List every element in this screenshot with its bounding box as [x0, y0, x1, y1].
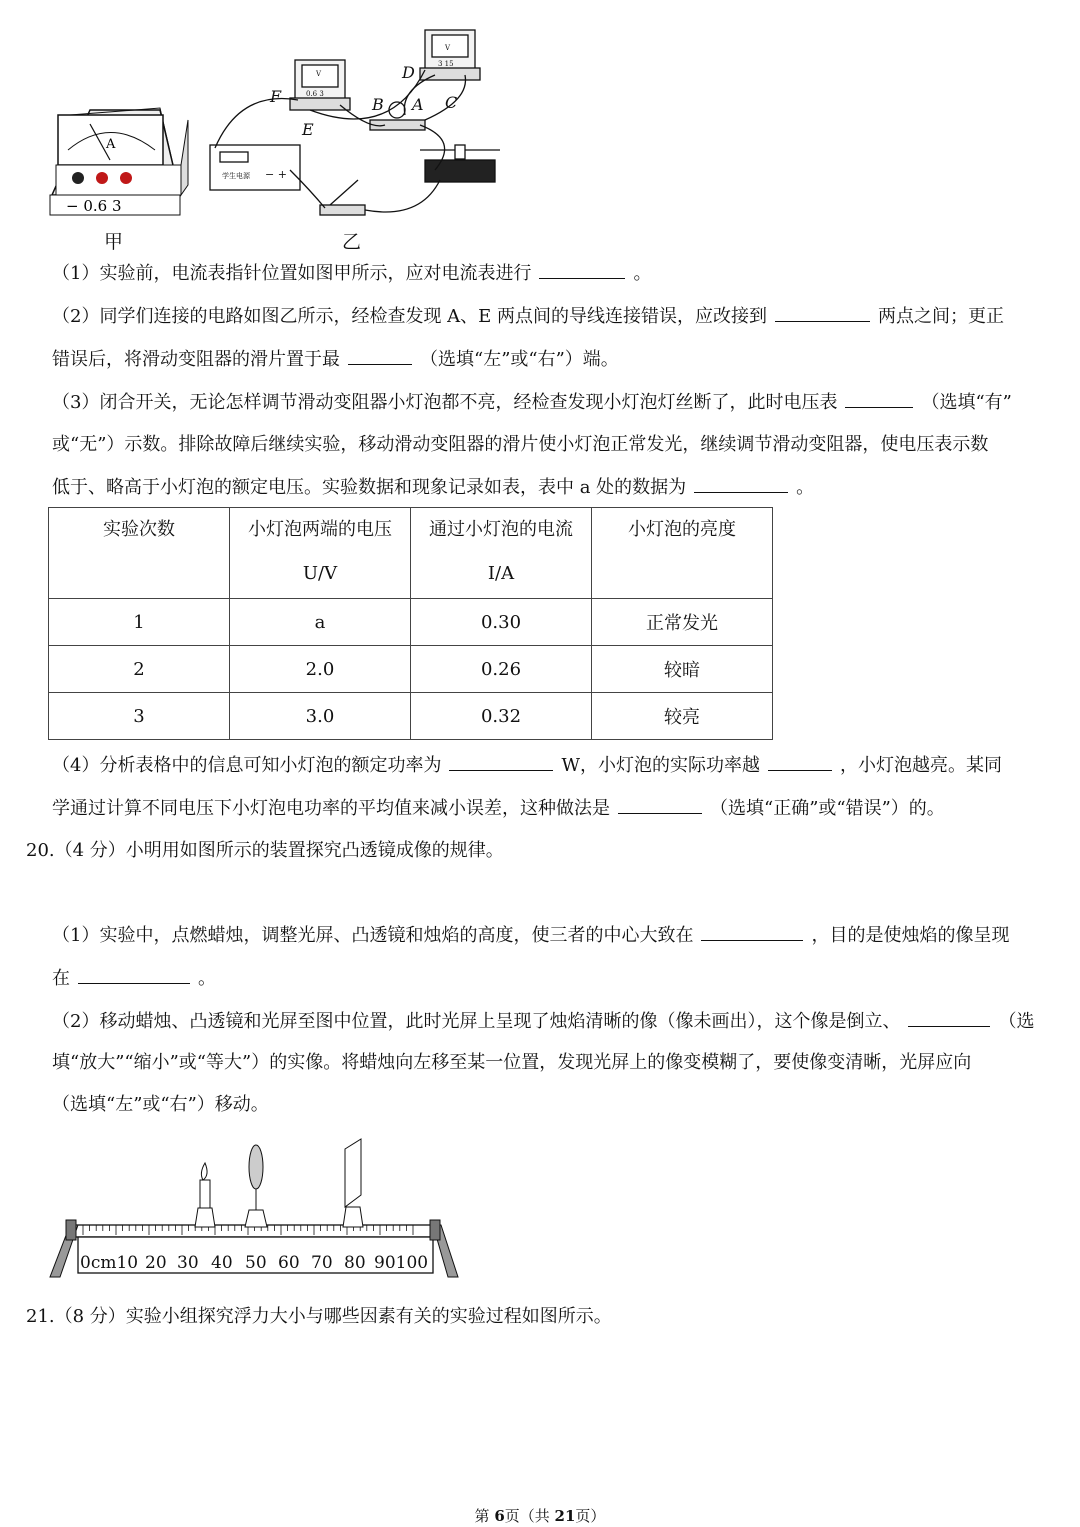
voltmeter-ticks: 3 15 [438, 60, 454, 68]
table-cell: 0.30 [411, 599, 592, 646]
table-cell: 较暗 [592, 646, 773, 693]
table-header-cell: 通过小灯泡的电流 I/A [411, 508, 592, 599]
page-footer: 第 6页（共 21页） [474, 1507, 606, 1525]
q19-part3-line3: 低于、略高于小灯泡的额定电压。实验数据和现象记录如表，表中 a 处的数据为 。 [52, 474, 1056, 501]
q21-title: 21.（8 分）实验小组探究浮力大小与哪些因素有关的实验过程如图所示。 [26, 1306, 612, 1327]
answer-blank[interactable] [694, 474, 788, 493]
answer-blank[interactable] [845, 389, 913, 408]
answer-blank[interactable] [539, 260, 625, 279]
q20-part2-line3: （选填“左”或“右”）移动。 [52, 1094, 269, 1115]
point-label-e: E [302, 120, 314, 139]
answer-blank[interactable] [908, 1008, 990, 1027]
q19-part4-line1: （4）分析表格中的信息可知小灯泡的额定功率为 W，小灯泡的实际功率越 ，小灯泡越亮。某同 [52, 752, 1056, 779]
q19-part2-line2: 错误后，将滑动变阻器的滑片置于最 （选填“左”或“右”）端。 [52, 346, 1056, 373]
convex-lens [245, 1145, 267, 1227]
bench-label: 30 [177, 1253, 199, 1273]
answer-blank[interactable] [348, 346, 412, 365]
light-screen [343, 1139, 363, 1227]
answer-blank[interactable] [775, 303, 870, 322]
power-supply-label: 学生电源 [222, 172, 250, 180]
bench-label: 0cm10 [80, 1253, 139, 1273]
point-label-d: D [402, 63, 415, 82]
table-cell: 较亮 [592, 693, 773, 740]
answer-blank[interactable] [78, 965, 190, 984]
bench-label: 60 [278, 1253, 300, 1273]
data-table [48, 507, 773, 740]
caption-jia: 甲 [104, 231, 124, 253]
small-ammeter-ticks: 0.6 3 [306, 90, 324, 98]
table-cell: 3 [49, 693, 230, 740]
bench-label: 90100 [374, 1253, 429, 1273]
power-supply-terminals: − + [265, 168, 287, 181]
table-cell: 0.26 [411, 646, 592, 693]
table-cell: 正常发光 [592, 599, 773, 646]
table-header-cell: 实验次数 [49, 508, 230, 599]
svg-text:A: A [106, 137, 116, 152]
bench-label: 20 [145, 1253, 167, 1273]
svg-text:− 0.6 3: − 0.6 3 [66, 197, 122, 215]
q20-part2-line2: 填“放大”“缩小”或“等大”）的实像。将蜡烛向左移至某一位置，发现光屏上的像变模糊了，要使像变清晰，光屏应向 [52, 1052, 972, 1073]
table-cell: a [230, 599, 411, 646]
table-cell: 2.0 [230, 646, 411, 693]
q19-part4-line2: 学通过计算不同电压下小灯泡电功率的平均值来减小误差，这种做法是 （选填“正确”或“错误”）的。 [52, 795, 1056, 822]
answer-blank[interactable] [768, 752, 832, 771]
point-label-c: C [445, 93, 458, 112]
answer-blank[interactable] [618, 795, 702, 814]
ammeter-jia [50, 108, 188, 215]
bench-label: 70 [311, 1253, 333, 1273]
table-header-row [49, 508, 773, 599]
answer-blank[interactable] [701, 922, 803, 941]
voltmeter-label: V [445, 44, 451, 52]
caption-yi: 乙 [342, 231, 362, 253]
q19-part1: （1）实验前，电流表指针位置如图甲所示，应对电流表进行 。 [52, 260, 1056, 287]
table-cell: 2 [49, 646, 230, 693]
q20-part1-line2: 在 。 [52, 965, 1056, 992]
bench-label: 80 [344, 1253, 366, 1273]
answer-blank[interactable] [449, 752, 553, 771]
table-row [49, 599, 773, 646]
table-row [49, 646, 773, 693]
table-header-cell: 小灯泡两端的电压 U/V [230, 508, 411, 599]
q19-part3-line1: （3）闭合开关，无论怎样调节滑动变阻器小灯泡都不亮，经检查发现小灯泡灯丝断了，此时电压表 （选填“有” [52, 389, 1056, 416]
q19-part3-line2: 或“无”）示数。排除故障后继续实验，移动滑动变阻器的滑片使小灯泡正常发光，继续调节滑动变阻器，使电压表示数 [52, 434, 989, 455]
q19-part2-line1: （2）同学们连接的电路如图乙所示，经检查发现 A、E 两点间的导线连接错误，应改接到 两点之间；更正 [52, 303, 1056, 330]
point-label-a: A [412, 95, 424, 114]
optical-bench-figure [48, 1135, 468, 1285]
bench-label: 40 [211, 1253, 233, 1273]
table-cell: 0.32 [411, 693, 592, 740]
point-label-b: B [372, 95, 384, 114]
table-header-cell: 小灯泡的亮度 [592, 508, 773, 599]
table-cell: 1 [49, 599, 230, 646]
table-cell: 3.0 [230, 693, 411, 740]
point-label-f: F [270, 87, 282, 106]
candle [195, 1163, 215, 1227]
table-row [49, 693, 773, 740]
q20-part1-line1: （1）实验中，点燃蜡烛，调整光屏、凸透镜和烛焰的高度，使三者的中心大致在 ，目的是使烛焰的像呈现 [52, 922, 1056, 949]
q20-part2-line1: （2）移动蜡烛、凸透镜和光屏至图中位置，此时光屏上呈现了烛焰清晰的像（像未画出），这个像是倒立、 （选 [52, 1008, 1056, 1035]
circuit-yi [210, 30, 500, 215]
circuit-figure [40, 20, 520, 255]
small-ammeter-label: V [316, 70, 322, 78]
q20-title: 20.（4 分）小明用如图所示的装置探究凸透镜成像的规律。 [26, 840, 504, 861]
bench-label: 50 [245, 1253, 267, 1273]
